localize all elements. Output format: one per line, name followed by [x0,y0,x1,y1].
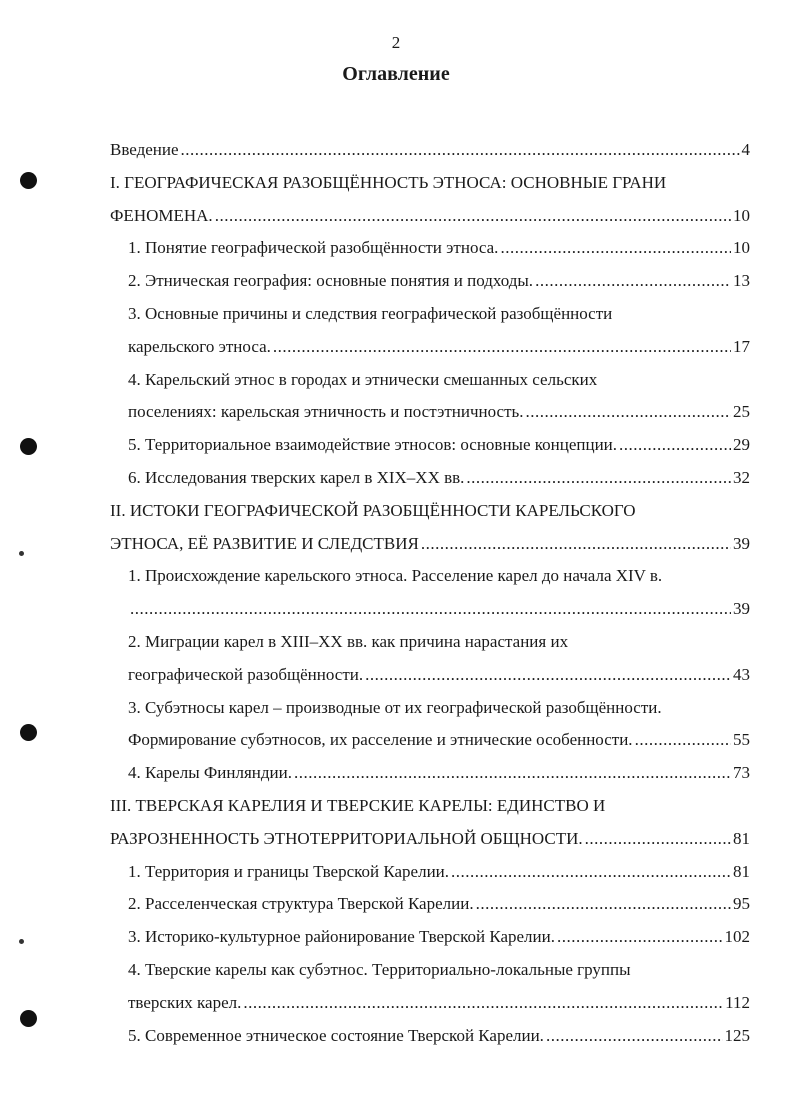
toc-entry-1-6[interactable] [110,462,750,495]
toc-page-number: 112 [725,992,750,1012]
toc-entry-title-cont: поселениях: карельская этничность и постэтничность. [128,402,524,422]
toc-entry-title: 1. Понятие географической разобщённости этноса. [128,238,499,258]
toc-page-number: 4 [741,140,750,159]
toc-entry-2-3[interactable] [110,692,750,758]
dot-leader [421,528,731,561]
scan-speck [19,551,24,556]
toc-entry-1-1[interactable] [110,232,750,265]
toc-entry-title: 5. Территориальное взаимодействие этносов: основные концепции. [128,435,618,455]
toc-page-number: 81 [733,828,750,848]
toc-entry-title: II. ИСТОКИ ГЕОГРАФИЧЕСКОЙ РАЗОБЩЁННОСТИ КАРЕЛЬСКОГО [110,500,636,520]
toc-page-number: 102 [724,927,750,947]
toc-entry-title-cont: ЭТНОСА, ЕЁ РАЗВИТИЕ И СЛЕДСТВИЯ [110,533,419,553]
toc-entry-1-5[interactable] [110,429,750,462]
page-number: 2 [391,33,401,52]
page-title: Оглавление [342,63,450,85]
toc-page-number: 10 [733,205,750,225]
toc-entry-title: 3. Субэтносы карел – производные от их географической разобщённости. [128,697,662,717]
dot-leader [535,265,731,298]
toc-entry-chapter-2[interactable] [110,495,750,561]
toc-entry-title: I. ГЕОГРАФИЧЕСКАЯ РАЗОБЩЁННОСТЬ ЭТНОСА: ОСНОВНЫЕ ГРАНИ [110,172,667,192]
toc-entry-title-cont: географической разобщённости. [128,664,364,684]
dot-leader [546,1020,723,1053]
toc-entry-3-1[interactable] [110,856,750,889]
toc-entry-2-4[interactable] [110,757,750,790]
toc-entry-chapter-3[interactable] [110,790,750,856]
toc-entry-title-cont: Формирование субэтносов, их расселение и этнические особенности. [128,730,633,750]
toc-page-number: 32 [733,467,750,487]
toc-entry-3-5[interactable] [110,1020,750,1053]
dot-leader [585,823,731,856]
toc-page-number: 95 [733,894,750,914]
toc-page-number: 25 [733,402,750,422]
dot-leader [273,331,731,364]
table-of-contents [110,134,750,1052]
dot-leader [365,659,731,692]
toc-page-number: 55 [733,730,750,750]
dot-leader [557,921,723,954]
dot-leader [130,593,731,626]
dot-leader [243,987,723,1020]
toc-page-number: 17 [733,336,750,356]
toc-page-number: 39 [733,533,750,553]
toc-entry-3-2[interactable] [110,888,750,921]
toc-entry-title: 4. Карелы Финляндии. [128,763,292,783]
toc-entry-1-4[interactable] [110,364,750,430]
toc-entry-3-4[interactable] [110,954,750,1020]
scan-speck [19,939,24,944]
toc-entry-title-cont: карельского этноса. [128,336,271,356]
dot-leader [619,429,731,462]
toc-page-number: 81 [733,861,750,881]
toc-entry-title: 4. Тверские карелы как субэтнос. Территориально-локальные группы [128,959,631,979]
toc-entry-title-cont: ФЕНОМЕНА. [110,205,213,225]
punch-hole-mark [20,172,37,189]
toc-entry-3-3[interactable] [110,921,750,954]
toc-entry-title: 1. Происхождение карельского этноса. Расселение карел до начала XIV в. [128,566,663,586]
toc-entry-title: Введение [110,140,179,159]
dot-leader [526,396,731,429]
toc-entry-1-2[interactable] [110,265,750,298]
dot-leader [215,200,731,233]
punch-hole-mark [20,1010,37,1027]
toc-entry-title: III. ТВЕРСКАЯ КАРЕЛИЯ И ТВЕРСКИЕ КАРЕЛЫ: ЕДИНСТВО И [110,795,606,815]
toc-entry-title-cont: тверских карел. [128,992,242,1012]
punch-hole-mark [20,724,37,741]
toc-page-number: 125 [724,1025,750,1045]
toc-page-number: 73 [733,763,750,783]
toc-entry-title: 1. Территория и границы Тверской Карелии. [128,861,450,881]
toc-entry-2-1[interactable] [110,560,750,626]
toc-entry-title: 3. Историко-культурное районирование Тверской Карелии. [128,927,555,947]
toc-entry-1-3[interactable] [110,298,750,364]
toc-entry-title: 3. Основные причины и следствия географической разобщённости [128,303,613,323]
toc-entry-title: 2. Расселенческая структура Тверской Карелии. [128,894,474,914]
toc-entry-title: 4. Карельский этнос в городах и этнически смешанных сельских [128,369,598,389]
dot-leader [500,232,731,265]
toc-page-number: 39 [733,599,750,619]
punch-hole-mark [20,438,37,455]
dot-leader [181,134,740,167]
toc-page-number: 43 [733,664,750,684]
dot-leader [476,888,731,921]
toc-entry-title: 2. Миграции карел в XIII–XX вв. как причина нарастания их [128,631,569,651]
toc-page-number: 13 [733,271,750,291]
toc-entry-title: 6. Исследования тверских карел в XIX–XX вв. [128,467,465,487]
toc-page-number: 10 [733,238,750,258]
toc-entry-2-2[interactable] [110,626,750,692]
toc-entry-title-cont: РАЗРОЗНЕННОСТЬ ЭТНОТЕРРИТОРИАЛЬНОЙ ОБЩНОСТИ. [110,828,583,848]
toc-entry-intro[interactable] [110,134,750,167]
toc-entry-title: 5. Современное этническое состояние Тверской Карелии. [128,1025,544,1045]
dot-leader [451,856,731,889]
toc-page-number: 29 [733,435,750,455]
dot-leader [294,757,731,790]
toc-entry-chapter-1[interactable] [110,167,750,233]
dot-leader [466,462,731,495]
toc-entry-title: 2. Этническая география: основные понятия и подходы. [128,271,534,291]
dot-leader [635,724,731,757]
